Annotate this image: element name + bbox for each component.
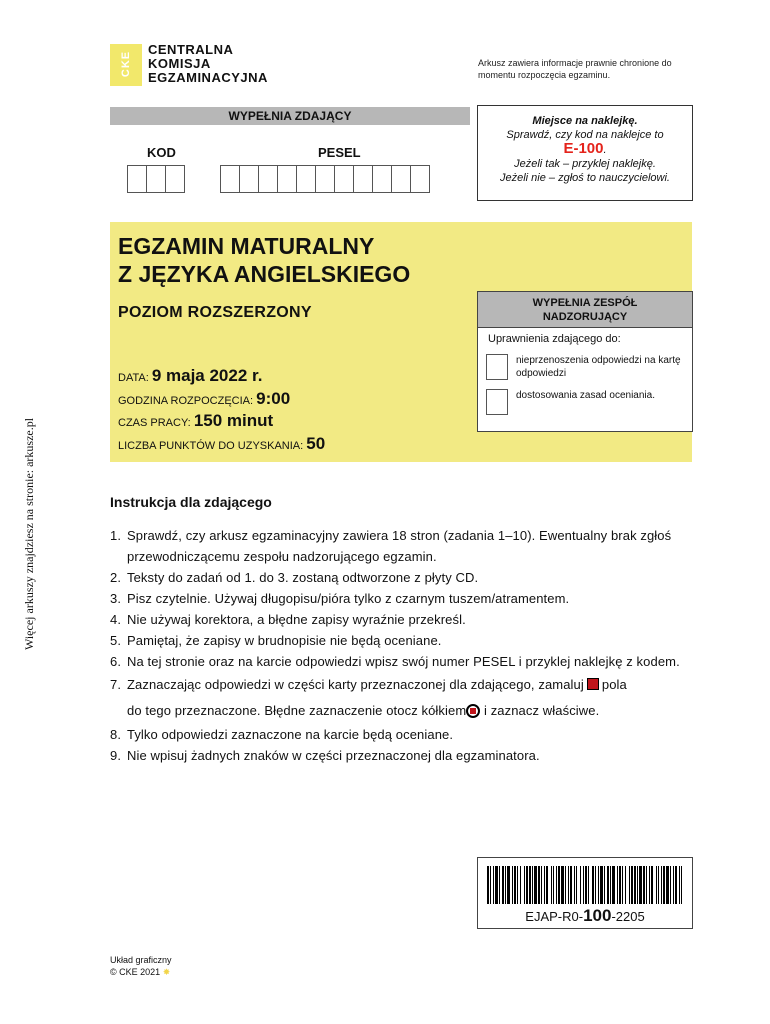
pesel-box[interactable] xyxy=(296,165,316,193)
option-no-transfer-label: nieprzenoszenia odpowiedzi na kartę odpowiedzi xyxy=(516,355,681,379)
sticker-check-text: Sprawdź, czy kod na naklejce to xyxy=(506,129,664,141)
exam-title-line-1: EGZAMIN MATURALNY xyxy=(118,233,375,259)
footer-line-1: Układ graficzny xyxy=(110,955,172,965)
exam-level: POZIOM ROZSZERZONY xyxy=(118,304,312,321)
student-fill-band: WYPEŁNIA ZDAJĄCY xyxy=(110,107,470,125)
exam-title xyxy=(118,232,410,288)
footer xyxy=(110,954,172,978)
pesel-box[interactable] xyxy=(277,165,297,193)
list-item: 7. Zaznaczając odpowiedzi w części karty przeznaczonej dla zdającego, zamaluj pola do tego przeznaczone. Błędne zaznaczenie otocz kółkiem i zaznacz właściwe. xyxy=(110,677,627,718)
logo-line-1: CENTRALNA xyxy=(148,42,234,57)
sticker-no-text: Jeżeli nie – zgłoś to nauczycielowi. xyxy=(500,172,670,184)
barcode-icon xyxy=(487,866,683,904)
exam-duration-row xyxy=(118,411,273,431)
pesel-box[interactable] xyxy=(353,165,373,193)
start-label: GODZINA ROZPOCZĘCIA: xyxy=(118,395,254,407)
kod-box[interactable] xyxy=(127,165,147,193)
sticker-title: Miejsce na naklejkę. xyxy=(532,115,638,127)
kod-input-boxes[interactable] xyxy=(127,165,184,193)
option-adjusted-grading[interactable] xyxy=(486,389,686,415)
pesel-label: PESEL xyxy=(318,145,361,160)
supervisor-head-line-2: NADZORUJĄCY xyxy=(542,311,628,323)
pesel-box[interactable] xyxy=(372,165,392,193)
list-item: 4. Nie używaj korektora, a błędne zapisy wyraźnie przekreśl. xyxy=(110,612,466,627)
circled-square-icon xyxy=(466,704,480,718)
supervisor-header xyxy=(478,292,692,328)
checkbox-no-transfer[interactable] xyxy=(486,354,508,380)
points-label: LICZBA PUNKTÓW DO UZYSKANIA: xyxy=(118,440,304,452)
supervisor-head-line-1: WYPEŁNIA ZESPÓŁ xyxy=(532,297,638,309)
option-adjusted-grading-label: dostosowania zasad oceniania. xyxy=(516,390,655,401)
side-watermark-text: Więcej arkuszy znajdziesz na stronie: arkusze.pl xyxy=(22,417,36,650)
exam-start-row xyxy=(118,389,290,409)
footer-line-2: © CKE 2021 xyxy=(110,967,161,977)
list-item: 8. Tylko odpowiedzi zaznaczone na karcie będą oceniane. xyxy=(110,727,454,742)
date-value: 9 maja 2022 r. xyxy=(151,366,263,385)
pesel-input-boxes[interactable] xyxy=(220,165,429,193)
supervisor-sub: Uprawnienia zdającego do: xyxy=(488,333,621,345)
cke-logo-mark xyxy=(110,44,142,86)
logo-line-2: KOMISJA xyxy=(148,56,211,71)
exam-date-row xyxy=(118,366,262,386)
pesel-box[interactable] xyxy=(258,165,278,193)
pesel-box[interactable] xyxy=(239,165,259,193)
cke-logo-text xyxy=(148,43,268,85)
list-item: 2. Teksty do zadań od 1. do 3. zostaną odtworzone z płyty CD. xyxy=(110,570,479,585)
start-value: 9:00 xyxy=(256,389,291,408)
date-label: DATA: xyxy=(118,372,149,384)
pesel-box[interactable] xyxy=(391,165,411,193)
barcode-label: EJAP-R0-100-2205 xyxy=(525,906,645,925)
kod-box[interactable] xyxy=(146,165,166,193)
points-value: 50 xyxy=(306,434,326,453)
kod-box[interactable] xyxy=(165,165,185,193)
checkbox-adjusted-grading[interactable] xyxy=(486,389,508,415)
pesel-box[interactable] xyxy=(334,165,354,193)
list-item: 1. Sprawdź, czy arkusz egzaminacyjny zawiera 18 stron (zadania 1–10). Ewentualny brak zgłoś przewodniczącemu zespołu nadzorującego egzamin. xyxy=(110,528,672,564)
list-item: 5. Pamiętaj, że zapisy w brudnopisie nie będą oceniane. xyxy=(110,633,442,648)
list-item: 9. Nie wpisuj żadnych znaków w części przeznaczonej dla egzaminatora. xyxy=(110,748,540,763)
kod-label: KOD xyxy=(147,145,176,160)
list-item: 6. Na tej stronie oraz na karcie odpowiedzi wpisz swój numer PESEL i przyklej naklejkę z kodem. xyxy=(110,654,680,669)
legal-notice: Arkusz zawiera informacje prawnie chronione do momentu rozpoczęcia egzaminu. xyxy=(478,58,672,80)
pesel-box[interactable] xyxy=(315,165,335,193)
pesel-box[interactable] xyxy=(410,165,430,193)
star-icon: ✸ xyxy=(162,967,171,977)
option-no-transfer[interactable] xyxy=(486,354,686,380)
pesel-box[interactable] xyxy=(220,165,240,193)
sticker-place: Miejsce na naklejkę. Sprawdź, czy kod na naklejce to E-100. Jeżeli tak – przyklej naklejkę. Jeżeli nie – zgłoś to nauczycielowi. xyxy=(477,105,693,201)
duration-label: CZAS PRACY: xyxy=(118,417,191,429)
supervisor-panel xyxy=(477,291,693,432)
sticker-yes-text: Jeżeli tak – przyklej naklejkę. xyxy=(514,158,656,170)
instructions-list xyxy=(110,525,710,766)
sticker-code: E-100 xyxy=(563,140,604,157)
exam-points-row xyxy=(118,434,325,454)
logo-mark-text: CKE xyxy=(120,50,133,78)
instructions-title: Instrukcja dla zdającego xyxy=(110,494,272,510)
filled-square-icon xyxy=(587,678,599,690)
logo-line-3: EGZAMINACYJNA xyxy=(148,70,268,85)
list-item: 3. Pisz czytelnie. Używaj długopisu/pióra tylko z czarnym tuszem/atramentem. xyxy=(110,591,570,606)
duration-value: 150 minut xyxy=(193,411,274,430)
exam-title-line-2: Z JĘZYKA ANGIELSKIEGO xyxy=(118,261,411,287)
